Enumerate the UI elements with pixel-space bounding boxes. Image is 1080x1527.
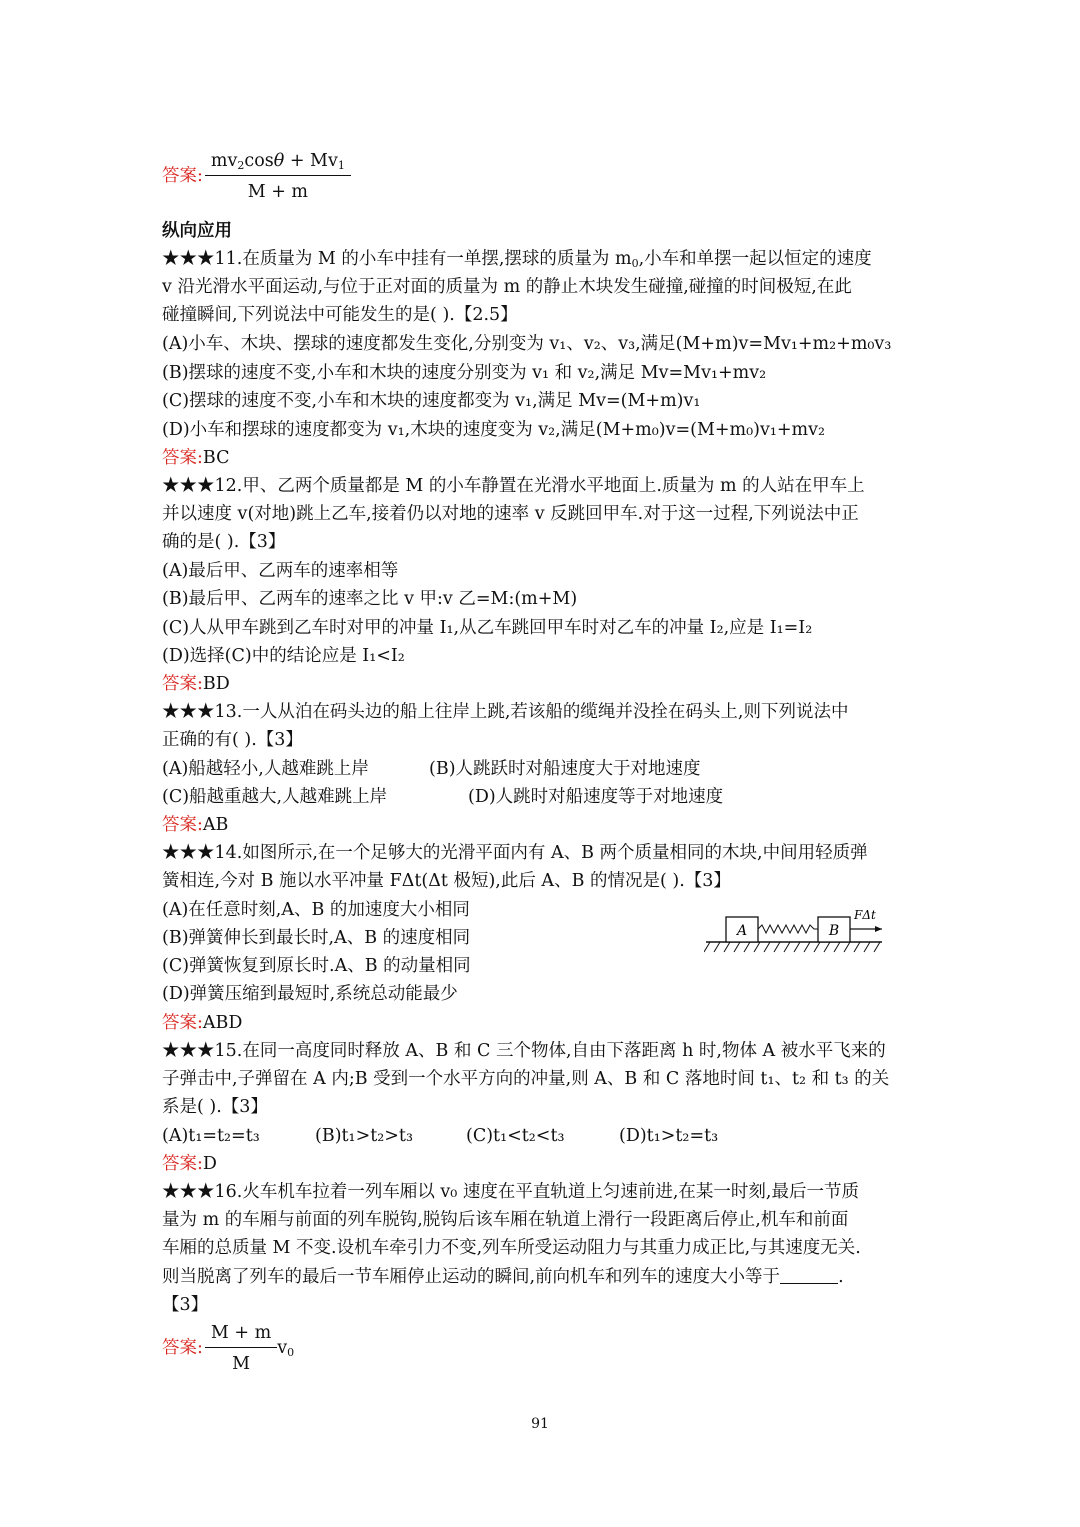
- q15-line-3: 系是( ).【3】: [162, 1097, 268, 1117]
- q16-answer: 答案: $\frac{M + m}{M}$ $v_0$: [162, 1323, 295, 1374]
- fill-in-blank: [780, 1266, 838, 1284]
- q16-line-2: 量为 m 的车厢与前面的列车脱钩,脱钩后该车厢在轨道上滑行一段距离后停止,机车和前面: [162, 1210, 849, 1230]
- q13-line-2: 正确的有( ).【3】: [162, 730, 303, 750]
- q16-line-5: 【3】: [162, 1295, 209, 1315]
- q13-option-a: (A)船越轻小,人越难跳上岸: [162, 759, 369, 779]
- q12-line-3: 确的是( ).【3】: [162, 532, 286, 552]
- q13-answer: 答案:AB: [162, 815, 229, 835]
- q14-line-2: 簧相连,今对 B 施以水平冲量 FΔt(Δt 极短),此后 A、B 的情况是( ).【3】: [162, 871, 731, 891]
- q16-line-4: 则当脱离了列车的最后一节车厢停止运动的瞬间,前向机车和列车的速度大小等于 .: [162, 1267, 844, 1287]
- q16-line-3: 车厢的总质量 M 不变.设机车牵引力不变,列车所受运动阻力与其重力成正比,与其速度无关.: [162, 1238, 861, 1258]
- q12-option-a: (A)最后甲、乙两车的速率相等: [162, 561, 399, 581]
- q13-option-b: (B)人跳跃时对船速度大于对地速度: [429, 759, 701, 779]
- answer-label: 答案:: [162, 166, 203, 186]
- spring-blocks-figure: [704, 905, 892, 955]
- q12-line-2: 并以速度 v(对地)跳上乙车,接着仍以对地的速率 v 反跳回甲车.对于这一过程,下列说法中正: [162, 504, 859, 524]
- page-number: 91: [531, 1416, 549, 1432]
- q11-line-1: ★★★11.在质量为 M 的小车中挂有一单摆,摆球的质量为 $m_0$,小车和单摆一起以恒定的速度: [162, 249, 872, 270]
- q13-line-1: ★★★13.一人从泊在码头边的船上往岸上跳,若该船的缆绳并没拴在码头上,则下列说法中: [162, 702, 849, 722]
- q11-option-a: (A)小车、木块、摆球的速度都发生变化,分别变为 v₁、v₂、v₃,满足(M+m)v=Mv₁+m₂+m₀v₃: [162, 334, 892, 354]
- q15-option-a: (A)t₁=t₂=t₃: [162, 1126, 260, 1146]
- q15-answer: 答案:D: [162, 1154, 217, 1174]
- spring: [758, 925, 818, 933]
- q14-option-c: (C)弹簧恢复到原长时.A、B 的动量相同: [162, 956, 471, 976]
- q11-option-d: (D)小车和摆球的速度都变为 v₁,木块的速度变为 v₂,满足(M+m₀)v=(M+m₀)v₁+mv₂: [162, 420, 826, 440]
- fraction-denominator: M + m: [247, 182, 309, 202]
- section-title: 纵向应用: [162, 221, 232, 241]
- q13-option-c: (C)船越重越大,人越难跳上岸: [162, 787, 388, 807]
- q15-line-2: 子弹击中,子弹留在 A 内;B 受到一个水平方向的冲量,则 A、B 和 C 落地时间 t₁、t₂ 和 t₃ 的关: [162, 1069, 890, 1089]
- q12-option-b: (B)最后甲、乙两车的速率之比 v 甲:v 乙=M:(m+M): [162, 589, 578, 609]
- q11-option-c: (C)摆球的速度不变,小车和木块的速度都变为 v₁,满足 Mv=(M+m)v₁: [162, 391, 701, 411]
- top-answer: [162, 146, 351, 206]
- q12-line-1: ★★★12.甲、乙两个质量都是 M 的小车静置在光滑水平地面上.质量为 m 的人站在甲车上: [162, 476, 865, 496]
- q12-option-d: (D)选择(C)中的结论应是 I₁<I₂: [162, 646, 405, 666]
- q11-line-2: v 沿光滑水平面运动,与位于正对面的质量为 m 的静止木块发生碰撞,碰撞的时间极短,在此: [162, 277, 852, 297]
- block-b-label: B: [828, 923, 840, 939]
- answer-fraction: [205, 150, 351, 203]
- q16-line-1: ★★★16.火车机车拉着一列车厢以 v₀ 速度在平直轨道上匀速前进,在某一时刻,最后一节质: [162, 1182, 859, 1202]
- q14-option-d: (D)弹簧压缩到最短时,系统总动能最少: [162, 984, 458, 1004]
- q12-answer: 答案:BD: [162, 674, 230, 694]
- q12-option-c: (C)人从甲车跳到乙车时对甲的冲量 I₁,从乙车跳回甲车时对乙车的冲量 I₂,应是 I₁=I₂: [162, 618, 813, 638]
- q15-option-c: (C)t₁<t₂<t₃: [466, 1126, 565, 1146]
- q11-answer: 答案:BC: [162, 448, 230, 468]
- q15-line-1: ★★★15.在同一高度同时释放 A、B 和 C 三个物体,自由下落距离 h 时,物体 A 被水平飞来的: [162, 1041, 886, 1061]
- q11-option-b: (B)摆球的速度不变,小车和木块的速度分别变为 v₁ 和 v₂,满足 Mv=Mv₁+mv₂: [162, 363, 767, 383]
- q14-option-b: (B)弹簧伸长到最长时,A、B 的速度相同: [162, 928, 471, 948]
- q15-option-d: (D)t₁>t₂=t₃: [619, 1126, 719, 1146]
- block-a-label: A: [736, 923, 748, 939]
- q14-option-a: (A)在任意时刻,A、B 的加速度大小相同: [162, 900, 470, 920]
- fraction-numerator: $mv_2\cos\theta + Mv_1$: [205, 150, 351, 176]
- q14-answer: 答案:ABD: [162, 1013, 243, 1033]
- q14-line-1: ★★★14.如图所示,在一个足够大的光滑平面内有 A、B 两个质量相同的木块,中间用轻质弹: [162, 843, 868, 863]
- q13-option-d: (D)人跳时对船速度等于对地速度: [468, 787, 724, 807]
- q11-line-3: 碰撞瞬间,下列说法中可能发生的是( ).【2.5】: [162, 305, 518, 325]
- answer-fraction: $\frac{M + m}{M}$: [205, 1322, 277, 1375]
- force-label: FΔt: [854, 908, 876, 922]
- q15-option-b: (B)t₁>t₂>t₃: [315, 1126, 413, 1146]
